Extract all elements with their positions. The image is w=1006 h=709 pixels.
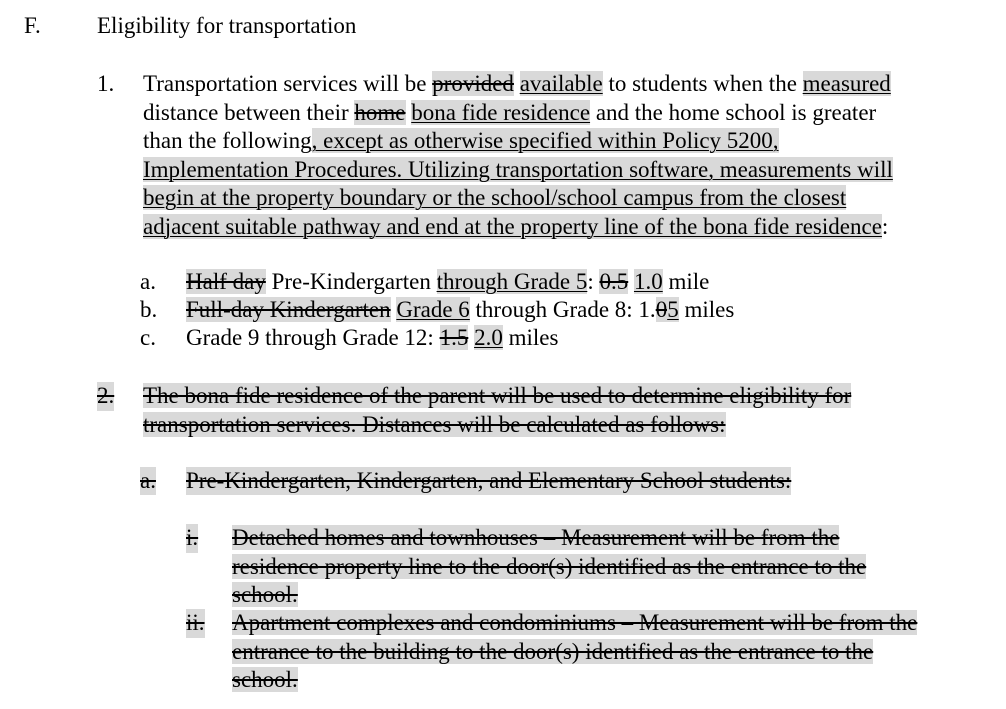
text-line (143, 99, 963, 128)
sub-item-letter: a. (140, 269, 156, 294)
text-line (143, 411, 963, 440)
deleted-text: Detached homes and townhouses – Measurement will be from the (232, 525, 840, 550)
text-line (232, 666, 992, 695)
item-2a-text: Pre-Kindergarten, Kindergarten, and Elementary School students: (186, 468, 792, 493)
deleted-text: 1.5 (439, 325, 469, 350)
text-line (143, 184, 963, 213)
text-run: Transportation services will be (143, 71, 433, 96)
text-line (143, 382, 963, 411)
inserted-text: through Grade 5 (436, 269, 588, 294)
text-run: distance between their (143, 99, 355, 125)
text-run: : (587, 269, 600, 294)
inserted-text: , except as otherwise specified within Policy 5200, (311, 128, 779, 153)
deleted-text: Half day (186, 269, 266, 294)
roman-item-text (232, 524, 992, 610)
inserted-text: 5 (667, 297, 679, 322)
inserted-text: 1.0 (633, 269, 663, 294)
roman-numeral: i. (186, 524, 198, 553)
text-run: and the home school is greater (590, 99, 877, 125)
deleted-text: Full-day Kindergarten (186, 297, 391, 322)
text-run: : (881, 213, 889, 239)
text-line (143, 70, 963, 99)
text-run: Pre-Kindergarten (265, 269, 437, 294)
deleted-text: school. (232, 582, 298, 607)
item-2-number: 2. (97, 382, 114, 411)
roman-numeral: ii. (186, 609, 205, 638)
text-run: to students when the (602, 71, 803, 96)
item-1-text (143, 70, 963, 241)
inserted-text: adjacent suitable pathway and end at the property line of the bona fide residence (143, 213, 882, 239)
inserted-text: bona fide residence (411, 99, 591, 125)
deleted-text: transportation services. Distances will be calculated as follows: (143, 411, 726, 437)
deleted-text: 0 (655, 297, 668, 322)
deleted-text: entrance to the building to the door(s) identified as the entrance to the (232, 638, 874, 664)
text-run: than the following (143, 128, 312, 153)
text-line (232, 581, 992, 610)
deleted-text: Apartment complexes and condominiums – Measurement will be from the (232, 610, 918, 635)
text-line (143, 127, 963, 156)
deleted-text: residence property line to the door(s) identified as the entrance to the (232, 553, 867, 579)
inserted-text: 2.0 (474, 325, 503, 350)
inserted-text: begin at the property boundary or the school/school campus from the closest (143, 185, 847, 210)
inserted-text: Implementation Procedures. Utilizing transportation software, measurements will (143, 156, 893, 182)
inserted-text: measured (802, 71, 891, 96)
sub-item-letter: c. (140, 325, 156, 350)
sub-item-text (186, 268, 709, 296)
deleted-text: 0.5 (599, 269, 629, 294)
sub-item-text (186, 324, 558, 352)
sub-item-letter: b. (140, 297, 158, 322)
deleted-text: home (354, 99, 406, 125)
text-line (232, 609, 992, 638)
section-title: Eligibility for transportation (97, 13, 357, 38)
deleted-text: provided (432, 71, 514, 96)
text-line (232, 524, 992, 553)
text-line (143, 156, 963, 185)
item-2-text (143, 382, 963, 439)
deleted-text: The bona fide residence of the parent will be used to determine eligibility for (143, 383, 852, 408)
inserted-text: Grade 6 (396, 297, 470, 322)
item-2a-letter: a. (140, 468, 156, 493)
roman-item-text (232, 609, 992, 695)
text-run (514, 71, 520, 96)
text-line (232, 638, 992, 667)
text-line (232, 553, 992, 582)
text-run: through Grade 8: 1. (469, 297, 656, 322)
text-run: miles (502, 325, 559, 350)
deleted-text: school. (232, 667, 298, 692)
text-run: miles (678, 297, 735, 322)
item-1-number: 1. (97, 71, 115, 96)
text-run: Grade 9 through Grade 12: (186, 325, 440, 350)
text-run: mile (662, 269, 710, 294)
section-letter: F. (24, 13, 41, 38)
inserted-text: available (519, 71, 603, 96)
sub-item-text (186, 296, 734, 324)
text-line (143, 213, 963, 242)
